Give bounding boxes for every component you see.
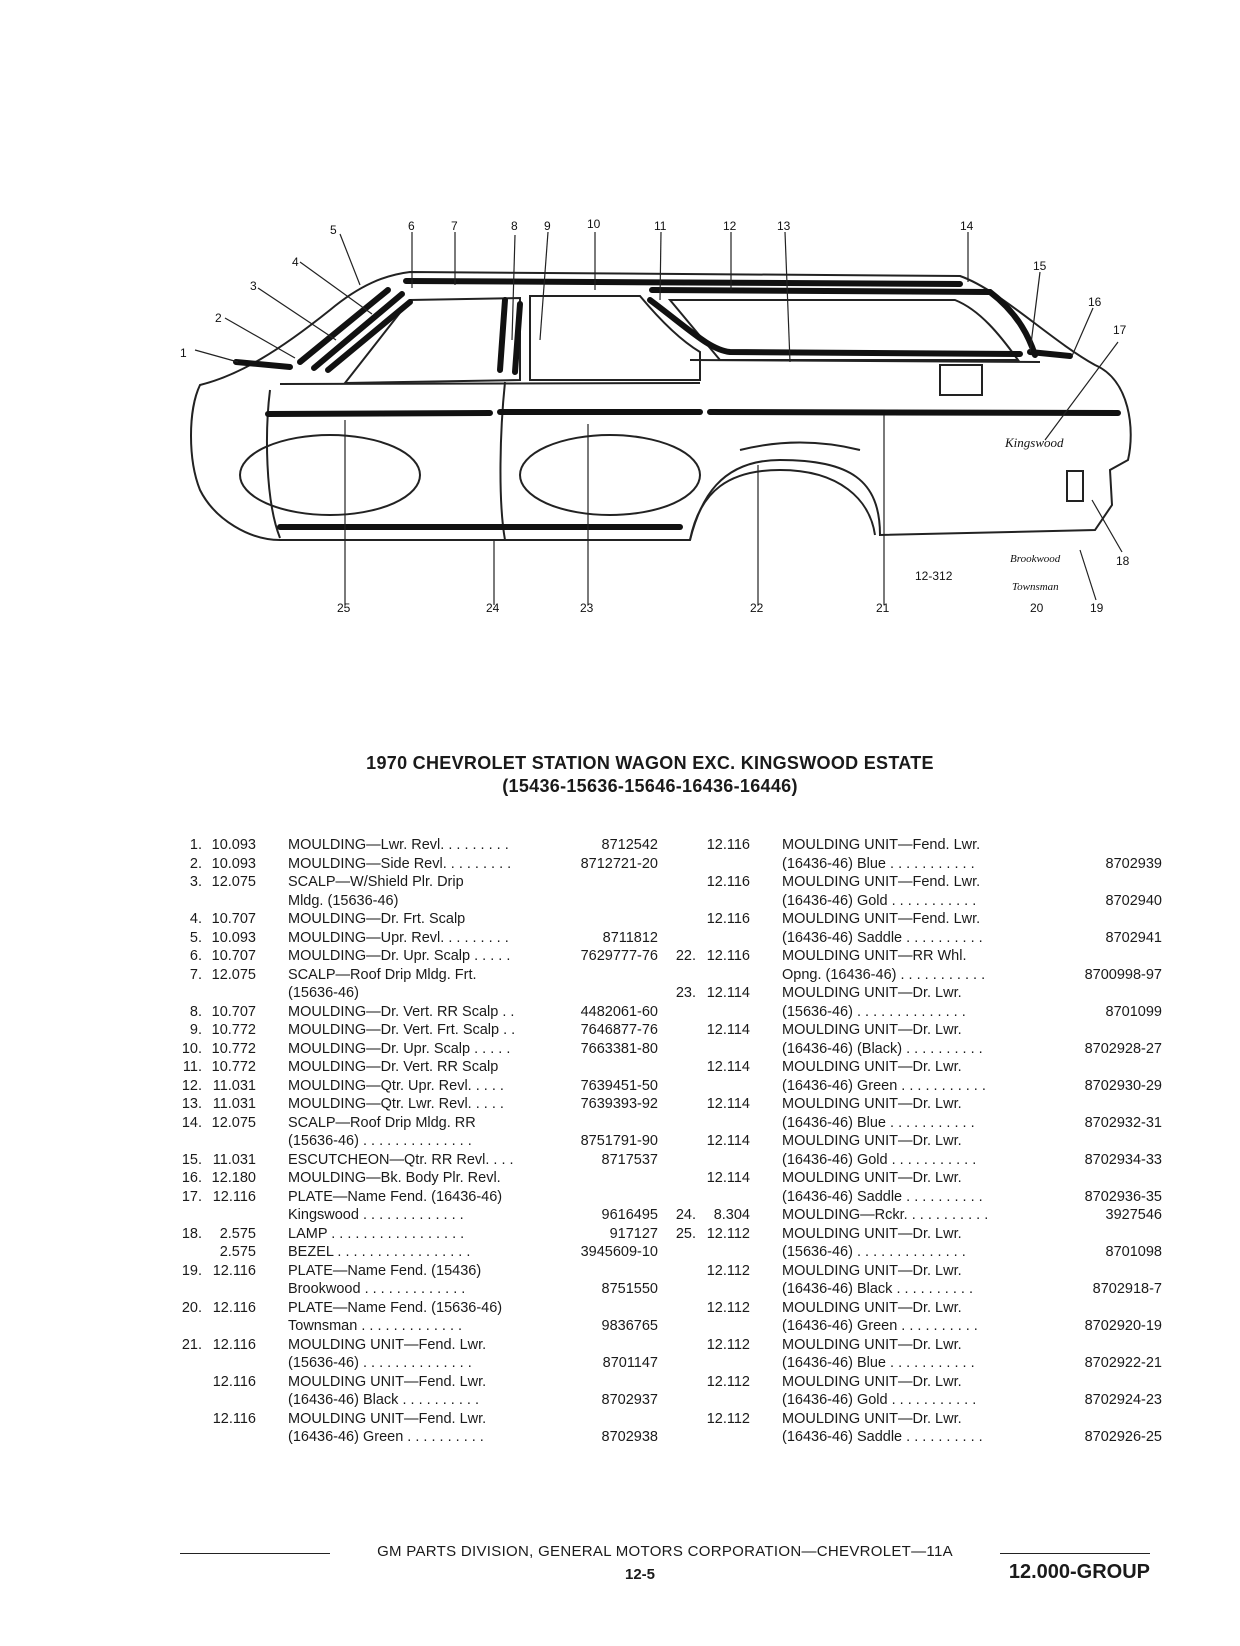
parts-row bbox=[168, 1428, 658, 1447]
parts-row bbox=[168, 1021, 658, 1040]
part-description: MOULDING UNIT—Fend. Lwr. bbox=[782, 874, 981, 890]
page-title bbox=[300, 752, 1000, 798]
part-number: 8701098 bbox=[1105, 1244, 1162, 1260]
body-outline bbox=[191, 272, 1131, 540]
group-number: 12.112 bbox=[706, 1373, 750, 1390]
callout-9: 9 bbox=[544, 219, 551, 233]
parts-row bbox=[168, 855, 658, 874]
parts-row bbox=[662, 1354, 1162, 1373]
part-number: 8702938 bbox=[601, 1429, 658, 1445]
title-line-2: (15436-15636-15646-16436-16446) bbox=[502, 776, 798, 796]
parts-row bbox=[662, 1206, 1162, 1225]
group-number: 12.114 bbox=[706, 1059, 750, 1075]
figure-number: 12-312 bbox=[915, 569, 953, 583]
group-number: 10.772 bbox=[211, 1022, 256, 1038]
item-number: 5. bbox=[189, 929, 202, 946]
part-description: ESCUTCHEON—Qtr. RR Revl. . . . bbox=[288, 1151, 514, 1168]
part-description: Brookwood . . . . . . . . . . . . . bbox=[288, 1281, 466, 1297]
group-number: 12.116 bbox=[212, 1188, 256, 1205]
parts-row bbox=[662, 1114, 1162, 1133]
part-description: (16436-46) Blue . . . . . . . . . . . bbox=[782, 1355, 975, 1371]
group-number: 10.707 bbox=[211, 948, 256, 964]
parts-row bbox=[168, 1317, 658, 1336]
parts-row bbox=[168, 1391, 658, 1410]
callout-7: 7 bbox=[451, 219, 458, 233]
parts-row bbox=[662, 1132, 1162, 1151]
parts-row bbox=[168, 1151, 658, 1170]
parts-row bbox=[662, 947, 1162, 966]
parts-row bbox=[662, 836, 1162, 855]
group-number: 10.772 bbox=[211, 1059, 256, 1075]
callout-12: 12 bbox=[723, 219, 737, 233]
group-number: 12.116 bbox=[212, 1373, 256, 1390]
part-description: MOULDING UNIT—Dr. Lwr. bbox=[782, 1225, 962, 1242]
group-number: 12.116 bbox=[212, 1262, 256, 1279]
callout-24: 24 bbox=[486, 601, 500, 615]
item-number: 3. bbox=[189, 874, 202, 890]
part-description: SCALP—Roof Drip Mldg. RR bbox=[288, 1114, 476, 1131]
parts-row bbox=[168, 892, 658, 911]
moulding-strip bbox=[500, 300, 505, 370]
group-number: 8.304 bbox=[713, 1207, 750, 1223]
callout-21: 21 bbox=[876, 601, 890, 615]
parts-row bbox=[168, 1058, 658, 1077]
callout-11: 11 bbox=[654, 219, 667, 233]
part-number: 7639451-50 bbox=[580, 1077, 658, 1094]
parts-row bbox=[662, 873, 1162, 892]
part-description: MOULDING—Upr. Revl. . . . . . . . . bbox=[288, 929, 509, 946]
part-number: 9836765 bbox=[601, 1318, 658, 1334]
parts-row bbox=[662, 929, 1162, 948]
parts-row bbox=[662, 1391, 1162, 1410]
item-number: 21. bbox=[181, 1336, 202, 1353]
part-description: (16436-46) Green . . . . . . . . . . bbox=[782, 1318, 978, 1334]
parts-row bbox=[168, 1077, 658, 1096]
part-number: 8702939 bbox=[1105, 855, 1162, 872]
parts-row bbox=[168, 873, 658, 892]
callout-17: 17 bbox=[1113, 323, 1127, 337]
part-description: (16436-46) Blue . . . . . . . . . . . bbox=[782, 1114, 975, 1131]
part-number: 7629777-76 bbox=[580, 948, 658, 964]
group-number: 12.112 bbox=[706, 1262, 750, 1279]
item-number: 6. bbox=[189, 948, 202, 964]
part-description: (16436-46) Green . . . . . . . . . . . bbox=[782, 1077, 986, 1094]
part-description: (16436-46) Saddle . . . . . . . . . . bbox=[782, 929, 983, 946]
parts-row bbox=[662, 1410, 1162, 1429]
callout-2: 2 bbox=[215, 311, 222, 325]
part-description: MOULDING—Dr. Vert. RR Scalp bbox=[288, 1059, 499, 1075]
part-description: PLATE—Name Fend. (16436-46) bbox=[288, 1188, 503, 1205]
part-description: PLATE—Name Fend. (15436) bbox=[288, 1262, 482, 1279]
item-number: 9. bbox=[189, 1022, 202, 1038]
parts-row bbox=[168, 1336, 658, 1355]
part-description: MOULDING UNIT—Dr. Lwr. bbox=[782, 1096, 962, 1112]
item-number: 4. bbox=[189, 911, 202, 927]
callout-18: 18 bbox=[1116, 554, 1130, 568]
group-number: 12.180 bbox=[211, 1170, 256, 1186]
parts-row bbox=[168, 1132, 658, 1151]
parts-row bbox=[168, 1040, 658, 1059]
parts-row bbox=[168, 1188, 658, 1207]
parts-row bbox=[168, 1243, 658, 1262]
part-description: (16436-46) Green . . . . . . . . . . bbox=[288, 1429, 484, 1445]
item-number: 10. bbox=[181, 1040, 202, 1057]
parts-row bbox=[168, 836, 658, 855]
parts-row bbox=[168, 1225, 658, 1244]
part-description: MOULDING—Dr. Vert. Frt. Scalp . . bbox=[288, 1022, 516, 1038]
part-number: 8702930-29 bbox=[1084, 1077, 1162, 1094]
parts-row bbox=[662, 1188, 1162, 1207]
part-description: MOULDING—Dr. Vert. RR Scalp . . bbox=[288, 1003, 515, 1020]
part-description: Mldg. (15636-46) bbox=[288, 892, 399, 909]
group-number: 12.116 bbox=[706, 911, 750, 927]
callout-19: 19 bbox=[1090, 601, 1104, 615]
group-number: 12.075 bbox=[211, 874, 256, 890]
group-number: 12.112 bbox=[706, 1410, 750, 1427]
part-number: 8702920-19 bbox=[1084, 1318, 1162, 1334]
group-number: 10.707 bbox=[211, 1003, 256, 1020]
group-number: 10.772 bbox=[211, 1040, 256, 1057]
group-number: 12.114 bbox=[706, 985, 750, 1001]
part-number: 917127 bbox=[609, 1225, 658, 1242]
parts-row bbox=[168, 1354, 658, 1373]
item-number: 22. bbox=[675, 948, 696, 964]
part-description: MOULDING UNIT—Fend. Lwr. bbox=[288, 1373, 487, 1390]
group-number: 10.707 bbox=[211, 911, 256, 927]
parts-row bbox=[662, 1151, 1162, 1170]
part-description: (16436-46) Gold . . . . . . . . . . . bbox=[782, 1151, 977, 1168]
moulding-strip bbox=[406, 281, 960, 284]
group-number: 12.114 bbox=[706, 1096, 750, 1112]
part-description: (15636-46) . . . . . . . . . . . . . . bbox=[782, 1244, 966, 1260]
item-number: 17. bbox=[181, 1188, 202, 1205]
part-number: 8701099 bbox=[1105, 1003, 1162, 1020]
part-description: MOULDING UNIT—Dr. Lwr. bbox=[782, 1022, 962, 1038]
group-number: 12.114 bbox=[706, 1133, 750, 1149]
group-number: 12.116 bbox=[706, 874, 750, 890]
footer-rule-left bbox=[180, 1553, 330, 1554]
moulding-strip bbox=[268, 413, 490, 414]
part-description: BEZEL . . . . . . . . . . . . . . . . . bbox=[288, 1244, 471, 1260]
callout-16: 16 bbox=[1088, 295, 1102, 309]
parts-row bbox=[168, 910, 658, 929]
part-description: MOULDING—Lwr. Revl. . . . . . . . . bbox=[288, 837, 509, 853]
callout-20: 20 bbox=[1030, 601, 1044, 615]
parts-row bbox=[662, 1003, 1162, 1022]
group-number: 11.031 bbox=[212, 1151, 256, 1168]
part-description: Opng. (16436-46) . . . . . . . . . . . bbox=[782, 966, 986, 983]
parts-row bbox=[168, 1003, 658, 1022]
footer-text: GM PARTS DIVISION, GENERAL MOTORS CORPORATION—CHEVROLET—11A bbox=[377, 1543, 953, 1560]
parts-row bbox=[662, 1040, 1162, 1059]
part-description: MOULDING UNIT—Dr. Lwr. bbox=[782, 1059, 962, 1075]
group-number: 12.112 bbox=[706, 1225, 750, 1242]
part-description: MOULDING UNIT—Fend. Lwr. bbox=[782, 911, 981, 927]
part-number: 8701147 bbox=[602, 1355, 658, 1371]
part-description: MOULDING UNIT—RR Whl. bbox=[782, 948, 967, 964]
parts-list-left bbox=[168, 836, 658, 1447]
moulding-strip bbox=[650, 300, 1020, 354]
part-number: 7663381-80 bbox=[580, 1040, 658, 1057]
part-description: MOULDING—Side Revl. . . . . . . . . bbox=[288, 855, 512, 872]
callout-1: 1 bbox=[180, 346, 187, 360]
part-description: MOULDING UNIT—Dr. Lwr. bbox=[782, 1336, 962, 1353]
parts-row bbox=[662, 910, 1162, 929]
callout-22: 22 bbox=[750, 601, 764, 615]
part-number: 9616495 bbox=[601, 1207, 658, 1223]
title-line-1: 1970 CHEVROLET STATION WAGON EXC. KINGSWOOD ESTATE bbox=[366, 753, 934, 773]
item-number: 15. bbox=[181, 1151, 202, 1168]
script-townsman: Townsman bbox=[1012, 581, 1059, 593]
part-description: MOULDING UNIT—Dr. Lwr. bbox=[782, 1133, 962, 1149]
callout-4: 4 bbox=[292, 255, 299, 269]
part-number: 8702932-31 bbox=[1084, 1114, 1162, 1131]
part-description: Townsman . . . . . . . . . . . . . bbox=[288, 1318, 463, 1334]
item-number: 24. bbox=[675, 1207, 696, 1223]
parts-row bbox=[662, 855, 1162, 874]
part-description: PLATE—Name Fend. (15636-46) bbox=[288, 1299, 503, 1316]
footer-rule-right bbox=[1000, 1553, 1150, 1554]
group-number: 12.116 bbox=[212, 1336, 256, 1353]
part-description: (16436-46) Black . . . . . . . . . . bbox=[782, 1281, 973, 1297]
parts-row bbox=[662, 966, 1162, 985]
item-number: 8. bbox=[189, 1003, 202, 1020]
callout-14: 14 bbox=[960, 219, 974, 233]
parts-row bbox=[662, 1262, 1162, 1281]
callout-5: 5 bbox=[330, 223, 337, 237]
parts-row bbox=[662, 892, 1162, 911]
part-number: 8702940 bbox=[1105, 892, 1162, 909]
part-number: 8702937 bbox=[601, 1392, 658, 1408]
part-description: MOULDING UNIT—Dr. Lwr. bbox=[782, 1170, 962, 1186]
part-description: MOULDING—Rckr. . . . . . . . . . . bbox=[782, 1207, 989, 1223]
group-number: 10.093 bbox=[211, 855, 256, 872]
part-description: LAMP . . . . . . . . . . . . . . . . . bbox=[288, 1225, 465, 1242]
callout-13: 13 bbox=[777, 219, 791, 233]
part-number: 3927546 bbox=[1105, 1207, 1162, 1223]
part-number: 8702928-27 bbox=[1084, 1040, 1162, 1057]
group-number: 12.114 bbox=[706, 1022, 750, 1038]
part-description: MOULDING—Bk. Body Plr. Revl. bbox=[288, 1170, 501, 1186]
part-description: (15636-46) . . . . . . . . . . . . . . bbox=[288, 1355, 472, 1371]
parts-row bbox=[168, 1095, 658, 1114]
part-number: 8702922-21 bbox=[1084, 1355, 1162, 1371]
part-description: MOULDING—Qtr. Upr. Revl. . . . . bbox=[288, 1077, 504, 1094]
part-description: MOULDING UNIT—Fend. Lwr. bbox=[288, 1336, 487, 1353]
part-description: (16436-46) Black . . . . . . . . . . bbox=[288, 1392, 479, 1408]
parts-row bbox=[662, 1373, 1162, 1392]
item-number: 2. bbox=[189, 855, 202, 872]
moulding-strip bbox=[710, 412, 1118, 413]
part-description: (15636-46) bbox=[288, 985, 359, 1001]
group-number: 12.000-GROUP bbox=[1008, 1561, 1150, 1583]
item-number: 20. bbox=[181, 1299, 202, 1316]
part-description: (16436-46) Gold . . . . . . . . . . . bbox=[782, 1392, 977, 1408]
callout-25: 25 bbox=[337, 601, 351, 615]
group-number: 12.075 bbox=[211, 966, 256, 983]
item-number: 12. bbox=[181, 1077, 202, 1094]
part-description: (16436-46) Saddle . . . . . . . . . . bbox=[782, 1429, 983, 1445]
part-description: SCALP—Roof Drip Mldg. Frt. bbox=[288, 966, 477, 983]
group-number: 12.116 bbox=[212, 1410, 256, 1427]
part-description: SCALP—W/Shield Plr. Drip bbox=[288, 874, 464, 890]
part-description: MOULDING UNIT—Dr. Lwr. bbox=[782, 1373, 962, 1390]
item-number: 13. bbox=[181, 1096, 202, 1112]
callout-8: 8 bbox=[511, 219, 518, 233]
group-number: 12.116 bbox=[212, 1299, 256, 1316]
station-wagon-moulding-diagram bbox=[0, 0, 1240, 660]
group-number: 12.112 bbox=[706, 1299, 750, 1316]
parts-row bbox=[168, 947, 658, 966]
parts-row bbox=[662, 1243, 1162, 1262]
part-description: MOULDING UNIT—Fend. Lwr. bbox=[782, 837, 981, 853]
parts-row bbox=[662, 1021, 1162, 1040]
parts-row bbox=[662, 1280, 1162, 1299]
part-description: MOULDING—Qtr. Lwr. Revl. . . . . bbox=[288, 1096, 504, 1112]
item-number: 18. bbox=[181, 1225, 202, 1242]
callout-10: 10 bbox=[587, 217, 601, 231]
part-number: 8712721-20 bbox=[580, 855, 658, 872]
parts-row bbox=[168, 966, 658, 985]
part-number: 8702934-33 bbox=[1084, 1151, 1162, 1168]
item-number: 23. bbox=[675, 985, 696, 1001]
part-description: MOULDING UNIT—Dr. Lwr. bbox=[782, 985, 962, 1001]
parts-row bbox=[662, 1225, 1162, 1244]
script-brookwood: Brookwood bbox=[1010, 553, 1061, 565]
parts-row bbox=[168, 1114, 658, 1133]
parts-row bbox=[662, 1317, 1162, 1336]
part-number: 8717537 bbox=[601, 1151, 658, 1168]
part-number: 8702926-25 bbox=[1084, 1429, 1162, 1445]
part-description: (16436-46) Gold . . . . . . . . . . . bbox=[782, 892, 977, 909]
part-number: 8702941 bbox=[1105, 929, 1162, 946]
parts-row bbox=[662, 1058, 1162, 1077]
group-number: 2.575 bbox=[219, 1225, 256, 1242]
group-number: 12.075 bbox=[211, 1114, 256, 1131]
group-number: 10.093 bbox=[211, 837, 256, 853]
item-number: 16. bbox=[181, 1170, 202, 1186]
group-number: 12.116 bbox=[706, 837, 750, 853]
parts-row bbox=[168, 1262, 658, 1281]
callout-23: 23 bbox=[580, 601, 594, 615]
item-number: 11. bbox=[182, 1059, 202, 1075]
parts-row bbox=[662, 984, 1162, 1003]
group-number: 12.112 bbox=[706, 1336, 750, 1353]
group-number: 10.093 bbox=[211, 929, 256, 946]
item-number: 19. bbox=[181, 1262, 202, 1279]
part-number: 8702918-7 bbox=[1092, 1281, 1162, 1297]
parts-row bbox=[662, 1428, 1162, 1447]
part-description: (15636-46) . . . . . . . . . . . . . . bbox=[782, 1003, 966, 1020]
part-number: 8711812 bbox=[602, 929, 658, 946]
page-number: 12-5 bbox=[624, 1566, 656, 1583]
callout-15: 15 bbox=[1033, 259, 1047, 273]
group-number: 11.031 bbox=[212, 1096, 256, 1112]
part-number: 3945609-10 bbox=[580, 1244, 658, 1260]
moulding-strip bbox=[236, 362, 290, 367]
group-number: 12.114 bbox=[706, 1170, 750, 1186]
parts-row bbox=[168, 984, 658, 1003]
parts-row bbox=[168, 1206, 658, 1225]
parts-row bbox=[168, 1373, 658, 1392]
part-description: MOULDING—Dr. Upr. Scalp . . . . . bbox=[288, 1040, 511, 1057]
group-number: 11.031 bbox=[212, 1077, 256, 1094]
parts-row bbox=[662, 1299, 1162, 1318]
part-number: 8712542 bbox=[601, 837, 658, 853]
moulding-strip bbox=[314, 294, 402, 368]
part-number: 7639393-92 bbox=[580, 1096, 658, 1112]
part-description: MOULDING UNIT—Fend. Lwr. bbox=[288, 1410, 487, 1427]
part-description: MOULDING—Dr. Upr. Scalp . . . . . bbox=[288, 948, 511, 964]
item-number: 25. bbox=[675, 1225, 696, 1242]
script-kingswood: Kingswood bbox=[1005, 435, 1064, 450]
part-description: (16436-46) Blue . . . . . . . . . . . bbox=[782, 855, 975, 872]
item-number: 1. bbox=[189, 837, 202, 853]
part-number: 4482061-60 bbox=[580, 1003, 658, 1020]
parts-list-right bbox=[662, 836, 1162, 1447]
parts-row bbox=[168, 1280, 658, 1299]
part-description: Kingswood . . . . . . . . . . . . . bbox=[288, 1207, 464, 1223]
part-description: (16436-46) Saddle . . . . . . . . . . bbox=[782, 1188, 983, 1205]
moulding-strip bbox=[300, 290, 388, 362]
part-description: (15636-46) . . . . . . . . . . . . . . bbox=[288, 1133, 472, 1149]
parts-row bbox=[168, 929, 658, 948]
item-number: 14. bbox=[181, 1114, 202, 1131]
parts-row bbox=[168, 1410, 658, 1429]
part-number: 8700998-97 bbox=[1084, 966, 1162, 983]
part-description: (16436-46) (Black) . . . . . . . . . . bbox=[782, 1040, 983, 1057]
callout-3: 3 bbox=[250, 279, 257, 293]
parts-row bbox=[662, 1095, 1162, 1114]
parts-row bbox=[662, 1077, 1162, 1096]
part-number: 8751550 bbox=[601, 1281, 658, 1297]
callout-6: 6 bbox=[408, 219, 415, 233]
part-number: 8702936-35 bbox=[1084, 1188, 1162, 1205]
part-number: 8702924-23 bbox=[1084, 1392, 1162, 1408]
item-number: 7. bbox=[189, 966, 202, 983]
part-description: MOULDING UNIT—Dr. Lwr. bbox=[782, 1410, 962, 1427]
part-description: MOULDING UNIT—Dr. Lwr. bbox=[782, 1299, 962, 1316]
parts-row bbox=[662, 1169, 1162, 1188]
part-number: 8751791-90 bbox=[580, 1133, 658, 1149]
parts-row bbox=[168, 1299, 658, 1318]
part-number: 7646877-76 bbox=[580, 1022, 658, 1038]
group-number: 2.575 bbox=[219, 1244, 256, 1260]
parts-row bbox=[168, 1169, 658, 1188]
parts-row bbox=[662, 1336, 1162, 1355]
part-description: MOULDING—Dr. Frt. Scalp bbox=[288, 911, 466, 927]
part-description: MOULDING UNIT—Dr. Lwr. bbox=[782, 1262, 962, 1279]
group-number: 12.116 bbox=[706, 948, 750, 964]
moulding-strip bbox=[1030, 352, 1070, 356]
